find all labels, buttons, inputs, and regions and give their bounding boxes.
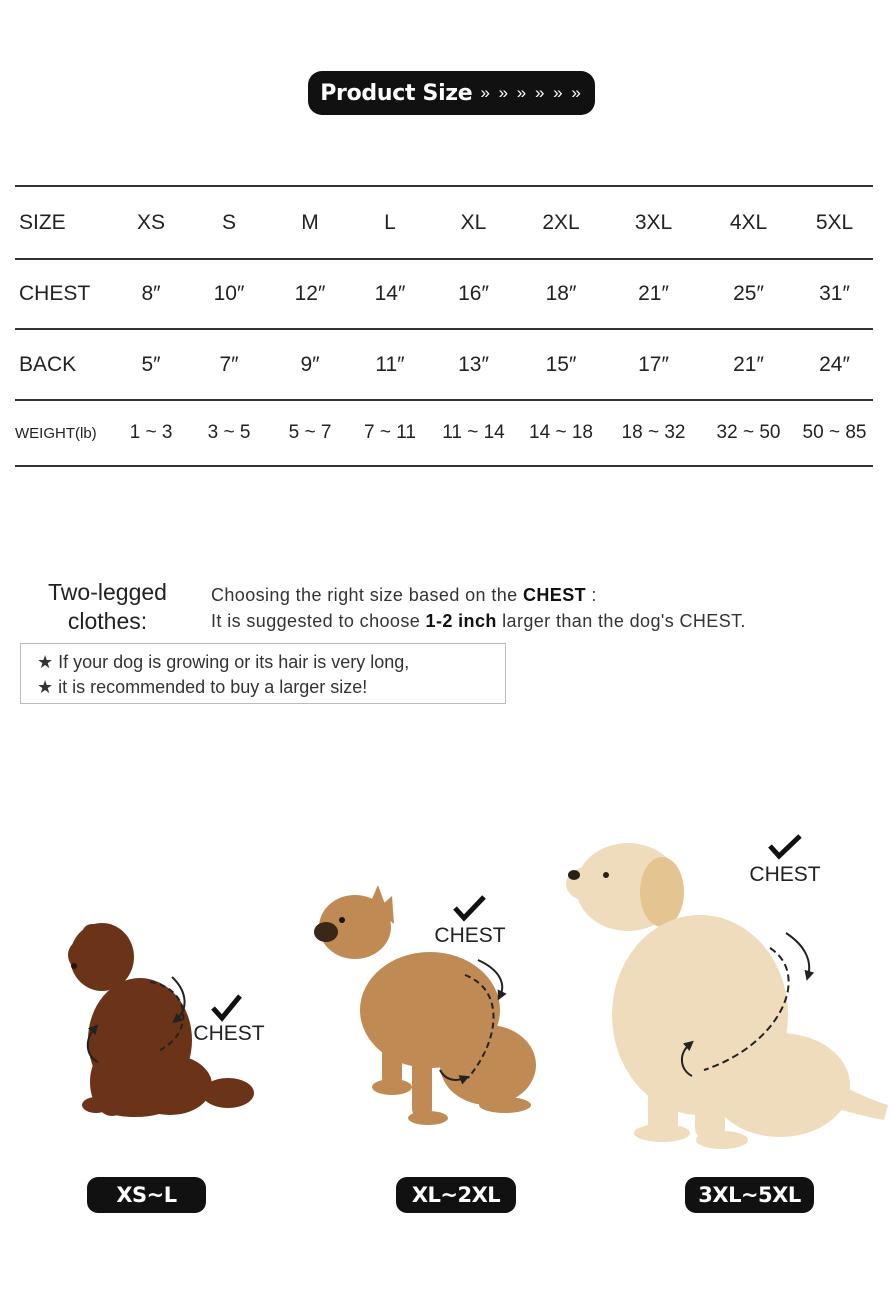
chest-label-small: CHEST <box>193 1022 265 1045</box>
growing-dog-note <box>20 643 506 704</box>
size-range-small: XS~L <box>87 1177 206 1213</box>
size-4xl: 4XL <box>701 186 796 259</box>
table-cell: 3 ~ 5 <box>187 400 271 466</box>
table-cell: 7″ <box>187 329 271 400</box>
table-cell: 18 ~ 32 <box>606 400 701 466</box>
table-cell: 15″ <box>516 329 606 400</box>
back-row <box>15 329 873 400</box>
advice-text: larger than the dog's CHEST. <box>496 611 746 631</box>
advice-bold: 1-2 inch <box>425 611 497 631</box>
size-s: S <box>187 186 271 259</box>
dog-illustrations <box>0 800 892 1170</box>
table-cell: 14 ~ 18 <box>516 400 606 466</box>
two-legged-heading <box>30 578 185 636</box>
size-header-label: SIZE <box>15 186 115 259</box>
chest-label-large: CHEST <box>749 863 821 886</box>
table-cell: 18″ <box>516 259 606 329</box>
table-cell: 8″ <box>115 259 187 329</box>
table-cell: 14″ <box>349 259 431 329</box>
advice-line-1 <box>211 582 746 608</box>
table-cell: 32 ~ 50 <box>701 400 796 466</box>
size-range-medium: XL~2XL <box>396 1177 516 1213</box>
size-5xl: 5XL <box>796 186 873 259</box>
size-m: M <box>271 186 349 259</box>
table-cell: 12″ <box>271 259 349 329</box>
table-cell: 21″ <box>606 259 701 329</box>
table-cell: 9″ <box>271 329 349 400</box>
chest-row <box>15 259 873 329</box>
size-xs: XS <box>115 186 187 259</box>
table-cell: 7 ~ 11 <box>349 400 431 466</box>
sizing-advice <box>211 582 746 634</box>
poodle-image <box>68 923 254 1117</box>
note-line: ★ it is recommended to buy a larger size! <box>37 677 368 697</box>
chest-label-medium: CHEST <box>434 924 506 947</box>
advice-line-2 <box>211 608 746 634</box>
size-3xl: 3XL <box>606 186 701 259</box>
table-cell: 1 ~ 3 <box>115 400 187 466</box>
product-size-title <box>308 71 595 115</box>
advice-text: It is suggested to choose <box>211 611 426 631</box>
back-label: BACK <box>15 329 115 400</box>
advice-bold: CHEST <box>523 585 587 605</box>
size-chart-table <box>15 185 873 467</box>
chevrons-right-icon: » » » » » » <box>480 83 583 102</box>
heading-line: Two-legged <box>48 579 167 605</box>
size-xl: XL <box>431 186 516 259</box>
heading-line: clothes: <box>67 608 148 634</box>
size-l: L <box>349 186 431 259</box>
table-cell: 17″ <box>606 329 701 400</box>
table-cell: 50 ~ 85 <box>796 400 873 466</box>
table-cell: 11 ~ 14 <box>431 400 516 466</box>
table-cell: 5 ~ 7 <box>271 400 349 466</box>
table-cell: 5″ <box>115 329 187 400</box>
size-2xl: 2XL <box>516 186 606 259</box>
table-cell: 21″ <box>701 329 796 400</box>
golden-retriever-image <box>566 836 888 1149</box>
french-bulldog-image <box>314 885 536 1125</box>
table-cell: 13″ <box>431 329 516 400</box>
weight-label: WEIGHT(lb) <box>15 400 115 466</box>
size-range-large: 3XL~5XL <box>685 1177 814 1213</box>
advice-text: : <box>586 585 597 605</box>
size-header-row <box>15 186 873 259</box>
table-cell: 25″ <box>701 259 796 329</box>
table-cell: 24″ <box>796 329 873 400</box>
table-cell: 16″ <box>431 259 516 329</box>
table-cell: 11″ <box>349 329 431 400</box>
chest-label: CHEST <box>15 259 115 329</box>
advice-text: Choosing the right size based on the <box>211 585 523 605</box>
title-text: Product Size <box>320 80 473 106</box>
table-cell: 10″ <box>187 259 271 329</box>
weight-row <box>15 400 873 466</box>
note-line: ★ If your dog is growing or its hair is very long, <box>37 652 410 672</box>
table-cell: 31″ <box>796 259 873 329</box>
